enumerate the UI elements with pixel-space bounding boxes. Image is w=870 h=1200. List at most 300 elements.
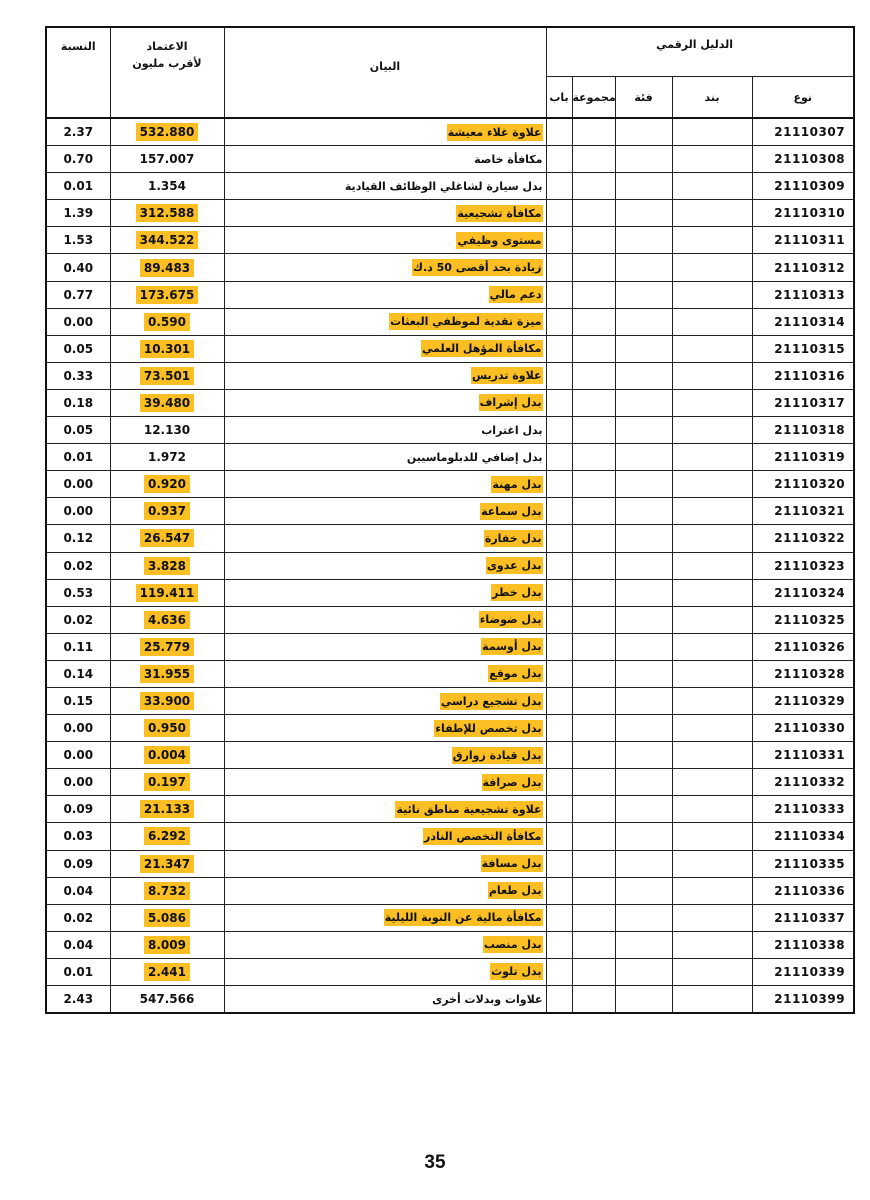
type-code: 21110333 — [774, 802, 846, 817]
item-cell — [672, 958, 752, 985]
ratio-value: 0.77 — [63, 287, 94, 302]
ratio-value: 0.05 — [63, 423, 94, 438]
approval-cell — [110, 715, 224, 742]
item-cell — [672, 850, 752, 877]
type-code: 21110336 — [774, 883, 846, 898]
table-row — [46, 118, 854, 146]
type-code: 21110399 — [774, 992, 846, 1007]
chapter-cell — [546, 931, 572, 958]
ratio-value: 0.09 — [63, 856, 94, 871]
description-cell — [224, 118, 546, 146]
type-code-cell — [752, 525, 854, 552]
category-cell — [615, 742, 672, 769]
table-row — [46, 471, 854, 498]
approval-value: 21.133 — [140, 800, 194, 818]
approval-value: 89.483 — [140, 259, 194, 277]
description-cell — [224, 471, 546, 498]
chapter-cell — [546, 986, 572, 1014]
approval-cell — [110, 633, 224, 660]
category-cell — [615, 660, 672, 687]
group-cell — [572, 660, 615, 687]
chapter-cell — [546, 444, 572, 471]
chapter-cell — [546, 715, 572, 742]
description-text: مكافأة خاصة — [474, 152, 543, 166]
table-row — [46, 958, 854, 985]
ratio-value: 0.02 — [63, 612, 94, 627]
type-code-cell — [752, 146, 854, 173]
approval-value: 547.566 — [139, 992, 195, 1007]
ratio-cell — [46, 200, 110, 227]
description-cell — [224, 742, 546, 769]
table-row — [46, 498, 854, 525]
table-row — [46, 552, 854, 579]
ratio-cell — [46, 877, 110, 904]
table-row — [46, 796, 854, 823]
type-code: 21110320 — [774, 477, 846, 492]
category-cell — [615, 931, 672, 958]
type-code-cell — [752, 471, 854, 498]
item-cell — [672, 308, 752, 335]
approval-value: 0.197 — [144, 773, 190, 791]
description-text: بدل إضافي للدبلوماسيين — [406, 450, 543, 464]
description-text: بدل إشراف — [479, 396, 542, 410]
ratio-cell — [46, 281, 110, 308]
group-cell — [572, 904, 615, 931]
description-cell — [224, 173, 546, 200]
table-row — [46, 362, 854, 389]
ratio-cell — [46, 552, 110, 579]
type-code: 21110308 — [774, 152, 846, 167]
approval-cell — [110, 986, 224, 1014]
ratio-cell — [46, 823, 110, 850]
chapter-cell — [546, 958, 572, 985]
description-cell — [224, 389, 546, 416]
chapter-cell — [546, 227, 572, 254]
chapter-cell — [546, 796, 572, 823]
type-header: نوع — [752, 77, 854, 119]
table-row — [46, 308, 854, 335]
ratio-cell — [46, 904, 110, 931]
type-code: 21110313 — [774, 287, 846, 302]
description-cell — [224, 958, 546, 985]
ratio-value: 0.01 — [63, 964, 94, 979]
description-text: بدل خطر — [492, 586, 542, 600]
description-text: دعم مالي — [489, 288, 542, 302]
category-cell — [615, 633, 672, 660]
description-text: علاوة تشجيعية مناطق نائية — [396, 802, 542, 816]
description-text: بدل مهنة — [492, 477, 542, 491]
description-text: بدل تشجيع دراسي — [440, 694, 542, 708]
type-code-cell — [752, 579, 854, 606]
item-cell — [672, 552, 752, 579]
group-cell — [572, 498, 615, 525]
group-cell — [572, 796, 615, 823]
ratio-value: 0.14 — [63, 666, 94, 681]
description-text: بدل سيارة لشاغلي الوظائف القيادية — [344, 179, 543, 193]
type-code: 21110337 — [774, 910, 846, 925]
approval-cell — [110, 742, 224, 769]
approval-header-line2: لأقرب مليون — [132, 57, 202, 70]
page-number: 35 — [424, 1152, 446, 1173]
ratio-cell — [46, 579, 110, 606]
table-row — [46, 444, 854, 471]
description-cell — [224, 904, 546, 931]
type-code-cell — [752, 498, 854, 525]
chapter-cell — [546, 525, 572, 552]
approval-cell — [110, 200, 224, 227]
approval-value: 312.588 — [136, 204, 199, 222]
ratio-value: 0.00 — [63, 477, 94, 492]
category-cell — [615, 362, 672, 389]
group-cell — [572, 633, 615, 660]
type-code: 21110326 — [774, 639, 846, 654]
description-cell — [224, 335, 546, 362]
approval-cell — [110, 958, 224, 985]
description-text: بدل ضوضاء — [479, 613, 542, 627]
ratio-cell — [46, 958, 110, 985]
ratio-value: 0.01 — [63, 179, 94, 194]
category-cell — [615, 687, 672, 714]
type-code-cell — [752, 444, 854, 471]
description-cell — [224, 687, 546, 714]
chapter-cell — [546, 146, 572, 173]
category-cell — [615, 281, 672, 308]
ratio-cell — [46, 417, 110, 444]
type-code: 21110317 — [774, 395, 846, 410]
type-code-cell — [752, 200, 854, 227]
approval-value: 4.636 — [144, 611, 190, 629]
description-cell — [224, 200, 546, 227]
item-cell — [672, 769, 752, 796]
budget-table-sheet — [45, 26, 853, 1014]
type-code: 21110312 — [774, 260, 846, 275]
table-row — [46, 200, 854, 227]
approval-cell — [110, 552, 224, 579]
budget-table — [45, 26, 855, 1014]
ratio-value: 0.04 — [63, 883, 94, 898]
description-text: بدل صرافة — [482, 775, 542, 789]
group-cell — [572, 335, 615, 362]
table-row — [46, 335, 854, 362]
description-text: مكافأة مالية عن النوبة الليلية — [384, 911, 542, 925]
category-cell — [615, 579, 672, 606]
type-code: 21110319 — [774, 450, 846, 465]
type-code-cell — [752, 362, 854, 389]
type-code: 21110309 — [774, 179, 846, 194]
item-cell — [672, 200, 752, 227]
approval-cell — [110, 877, 224, 904]
type-code-cell — [752, 742, 854, 769]
table-row — [46, 417, 854, 444]
group-cell — [572, 986, 615, 1014]
approval-cell — [110, 417, 224, 444]
type-code: 21110310 — [774, 206, 846, 221]
type-code-cell — [752, 687, 854, 714]
approval-value: 10.301 — [140, 340, 194, 358]
chapter-cell — [546, 254, 572, 281]
description-cell — [224, 254, 546, 281]
approval-value: 173.675 — [136, 286, 199, 304]
category-cell — [615, 850, 672, 877]
group-cell — [572, 200, 615, 227]
description-cell — [224, 660, 546, 687]
type-code-cell — [752, 958, 854, 985]
approval-header — [110, 27, 224, 118]
item-cell — [672, 417, 752, 444]
chapter-cell — [546, 498, 572, 525]
approval-cell — [110, 498, 224, 525]
ratio-value: 0.00 — [63, 775, 94, 790]
category-cell — [615, 877, 672, 904]
type-code: 21110332 — [774, 775, 846, 790]
ratio-value: 0.11 — [63, 639, 94, 654]
group-cell — [572, 958, 615, 985]
type-code: 21110335 — [774, 856, 846, 871]
approval-value: 157.007 — [139, 152, 195, 167]
ratio-cell — [46, 660, 110, 687]
ratio-value: 2.43 — [63, 992, 94, 1007]
description-text: زيادة بحد أقصى 50 د.ك — [412, 261, 542, 275]
description-cell — [224, 417, 546, 444]
type-code: 21110331 — [774, 748, 846, 763]
item-cell — [672, 715, 752, 742]
description-cell — [224, 877, 546, 904]
approval-cell — [110, 335, 224, 362]
approval-value: 0.920 — [144, 475, 190, 493]
approval-value: 12.130 — [143, 423, 191, 438]
table-row — [46, 525, 854, 552]
category-cell — [615, 227, 672, 254]
ratio-cell — [46, 362, 110, 389]
chapter-cell — [546, 904, 572, 931]
table-row — [46, 660, 854, 687]
chapter-cell — [546, 823, 572, 850]
type-code-cell — [752, 227, 854, 254]
approval-cell — [110, 389, 224, 416]
approval-value: 1.354 — [148, 179, 186, 194]
ratio-cell — [46, 389, 110, 416]
description-cell — [224, 525, 546, 552]
group-cell — [572, 877, 615, 904]
approval-value: 532.880 — [136, 123, 199, 141]
item-cell — [672, 362, 752, 389]
description-text: علاوات وبدلات أخرى — [432, 992, 543, 1006]
type-code-cell — [752, 173, 854, 200]
ratio-value: 0.18 — [63, 395, 94, 410]
description-cell — [224, 227, 546, 254]
description-text: علاوة تدريس — [471, 369, 542, 383]
category-cell — [615, 823, 672, 850]
ratio-value: 0.00 — [63, 721, 94, 736]
chapter-cell — [546, 173, 572, 200]
item-cell — [672, 227, 752, 254]
item-cell — [672, 660, 752, 687]
chapter-header: باب — [546, 77, 572, 119]
type-code: 21110339 — [774, 964, 846, 979]
category-cell — [615, 904, 672, 931]
description-cell — [224, 850, 546, 877]
chapter-cell — [546, 742, 572, 769]
ratio-cell — [46, 444, 110, 471]
group-cell — [572, 118, 615, 146]
ratio-cell — [46, 715, 110, 742]
description-cell — [224, 715, 546, 742]
table-row — [46, 769, 854, 796]
approval-cell — [110, 525, 224, 552]
type-code-cell — [752, 769, 854, 796]
item-cell — [672, 173, 752, 200]
category-cell — [615, 525, 672, 552]
chapter-cell — [546, 281, 572, 308]
type-code-cell — [752, 633, 854, 660]
ratio-value: 0.00 — [63, 748, 94, 763]
category-cell — [615, 552, 672, 579]
description-text: بدل منصب — [483, 938, 542, 952]
table-row — [46, 579, 854, 606]
group-cell — [572, 606, 615, 633]
approval-value: 2.441 — [144, 963, 190, 981]
table-row — [46, 877, 854, 904]
category-cell — [615, 254, 672, 281]
chapter-cell — [546, 362, 572, 389]
category-cell — [615, 417, 672, 444]
category-cell — [615, 471, 672, 498]
ratio-cell — [46, 606, 110, 633]
approval-value: 1.972 — [148, 450, 186, 465]
approval-value: 344.522 — [136, 231, 199, 249]
chapter-cell — [546, 633, 572, 660]
description-cell — [224, 769, 546, 796]
ratio-value: 0.04 — [63, 937, 94, 952]
description-text: مكافأة تشجيعية — [457, 206, 542, 220]
group-cell — [572, 173, 615, 200]
ratio-value: 0.01 — [63, 450, 94, 465]
type-code-cell — [752, 850, 854, 877]
approval-cell — [110, 850, 224, 877]
ratio-value: 0.00 — [63, 314, 94, 329]
item-cell — [672, 931, 752, 958]
description-cell — [224, 606, 546, 633]
item-cell — [672, 904, 752, 931]
group-cell — [572, 444, 615, 471]
table-row — [46, 633, 854, 660]
ratio-cell — [46, 118, 110, 146]
description-cell — [224, 633, 546, 660]
group-cell — [572, 146, 615, 173]
type-code-cell — [752, 660, 854, 687]
description-cell — [224, 796, 546, 823]
ratio-value: 1.53 — [63, 233, 94, 248]
type-code-cell — [752, 986, 854, 1014]
type-code-cell — [752, 823, 854, 850]
table-row — [46, 986, 854, 1014]
type-code: 21110338 — [774, 937, 846, 952]
chapter-cell — [546, 471, 572, 498]
type-code-cell — [752, 308, 854, 335]
item-cell — [672, 389, 752, 416]
approval-value: 33.900 — [140, 692, 194, 710]
type-code-cell — [752, 281, 854, 308]
group-cell — [572, 417, 615, 444]
ratio-value: 0.70 — [63, 152, 94, 167]
item-cell — [672, 687, 752, 714]
ratio-cell — [46, 525, 110, 552]
chapter-cell — [546, 579, 572, 606]
item-cell — [672, 525, 752, 552]
type-code-cell — [752, 417, 854, 444]
approval-cell — [110, 904, 224, 931]
item-cell — [672, 823, 752, 850]
item-cell — [672, 254, 752, 281]
group-header: مجموعة — [572, 77, 615, 119]
description-text: بدل مسافة — [481, 857, 542, 871]
chapter-cell — [546, 308, 572, 335]
approval-value: 8.732 — [144, 882, 190, 900]
item-cell — [672, 986, 752, 1014]
item-cell — [672, 633, 752, 660]
table-row — [46, 146, 854, 173]
category-cell — [615, 444, 672, 471]
type-code-cell — [752, 606, 854, 633]
type-code: 21110316 — [774, 368, 846, 383]
description-cell — [224, 308, 546, 335]
approval-cell — [110, 227, 224, 254]
description-cell — [224, 362, 546, 389]
group-cell — [572, 823, 615, 850]
item-cell — [672, 146, 752, 173]
chapter-cell — [546, 118, 572, 146]
approval-value: 25.779 — [140, 638, 194, 656]
description-cell — [224, 498, 546, 525]
type-code: 21110325 — [774, 612, 846, 627]
ratio-cell — [46, 227, 110, 254]
approval-cell — [110, 444, 224, 471]
category-cell — [615, 200, 672, 227]
category-cell — [615, 958, 672, 985]
description-cell — [224, 444, 546, 471]
item-cell — [672, 579, 752, 606]
description-text: بدل أوسمة — [482, 640, 542, 654]
approval-value: 6.292 — [144, 827, 190, 845]
approval-header-line1: الاعتماد — [146, 40, 188, 53]
table-row — [46, 254, 854, 281]
type-code-cell — [752, 715, 854, 742]
ratio-value: 0.02 — [63, 910, 94, 925]
approval-value: 73.501 — [140, 367, 194, 385]
table-row — [46, 931, 854, 958]
description-cell — [224, 281, 546, 308]
approval-cell — [110, 308, 224, 335]
description-text: بدل عدوى — [486, 559, 542, 573]
ratio-cell — [46, 498, 110, 525]
item-cell — [672, 281, 752, 308]
description-text: بدل قيادة زوارق — [452, 748, 542, 762]
description-text: ميزة نقدية لموظفي البعثات — [390, 315, 542, 329]
group-cell — [572, 742, 615, 769]
ratio-value: 0.00 — [63, 504, 94, 519]
category-cell — [615, 796, 672, 823]
type-code: 21110322 — [774, 531, 846, 546]
category-cell — [615, 308, 672, 335]
approval-cell — [110, 254, 224, 281]
table-row — [46, 687, 854, 714]
ratio-cell — [46, 471, 110, 498]
approval-cell — [110, 796, 224, 823]
ratio-value: 0.03 — [63, 829, 94, 844]
table-row — [46, 850, 854, 877]
description-text: بدل موقع — [489, 667, 542, 681]
table-row — [46, 606, 854, 633]
